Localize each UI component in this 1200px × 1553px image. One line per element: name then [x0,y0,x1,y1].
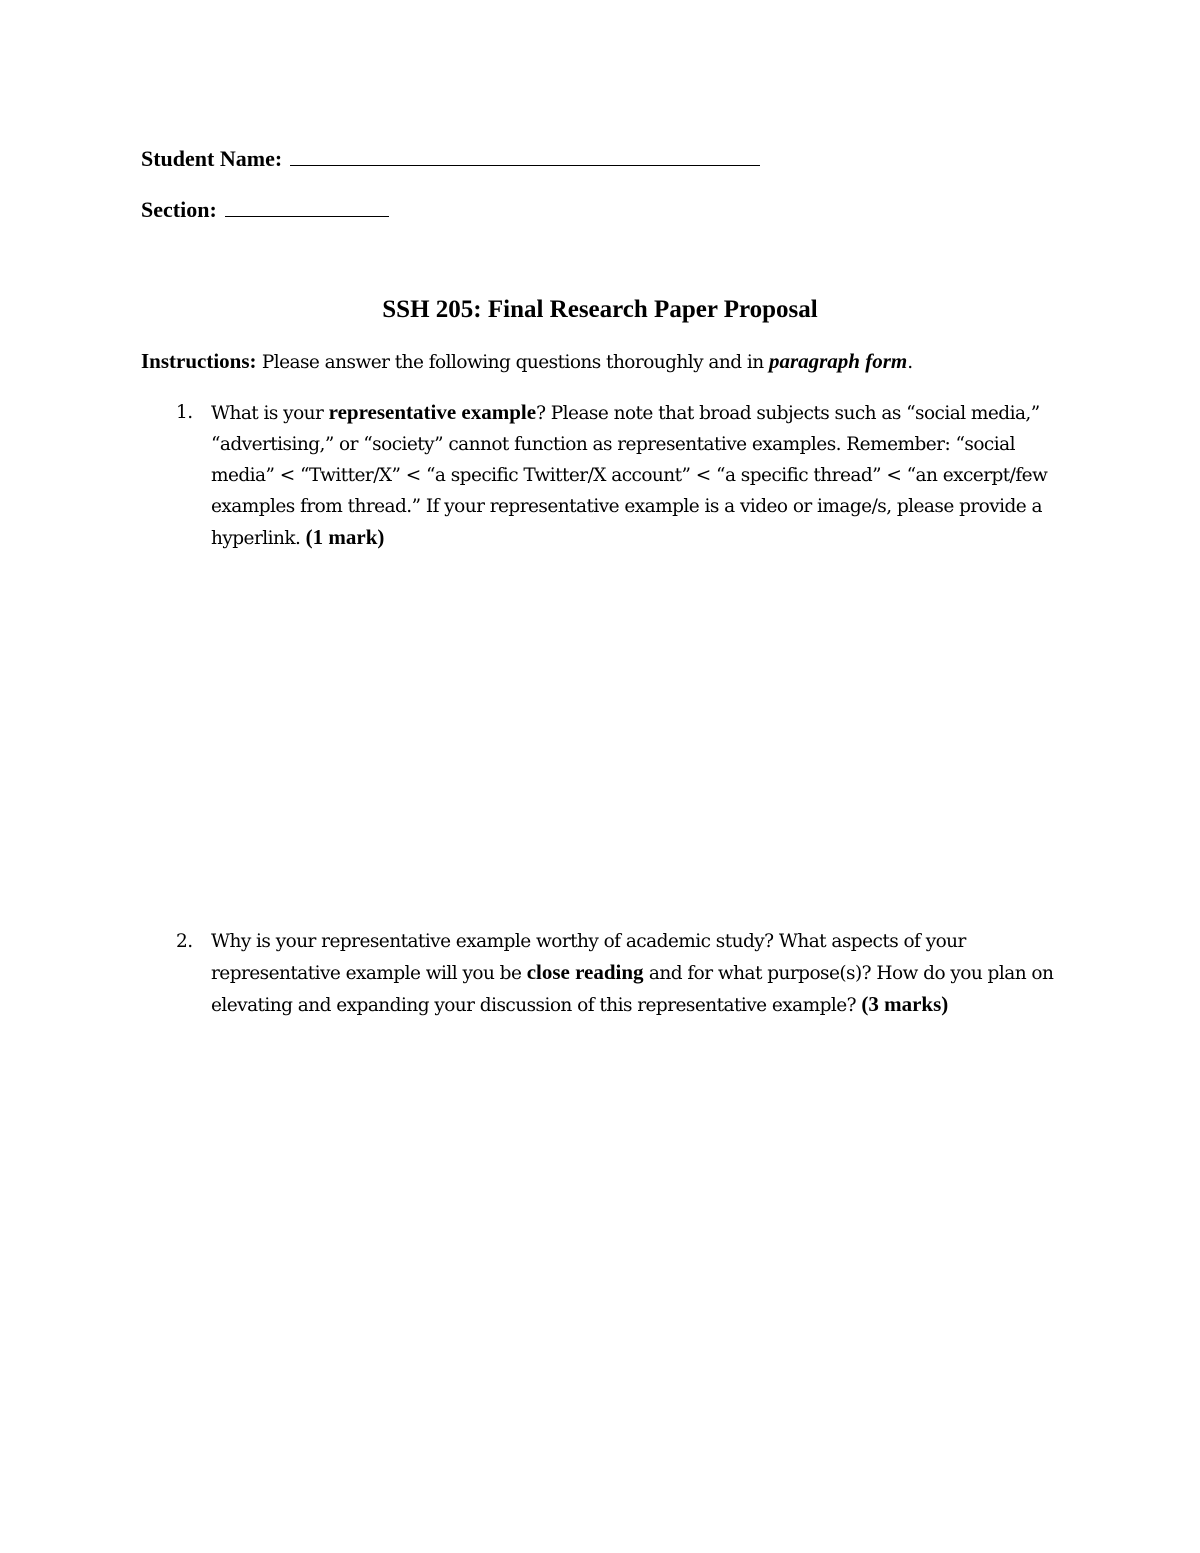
instructions [141,346,1061,378]
section-row [141,196,389,222]
document-title: SSH 205: Final Research Paper Proposal [382,296,818,323]
question-marks: (3 marks) [861,992,949,1016]
question-text [211,397,1056,554]
instructions-end: . [907,352,913,373]
section-label: Section: [141,197,217,222]
section-blank[interactable] [225,196,389,217]
question-1 [141,397,1061,554]
question-text-part: Why is your representative example worthy of academic study? What aspects of your representative example will you be [211,931,966,984]
question-marks: (1 mark) [305,525,385,549]
question-number: 2. [176,931,193,952]
question-text-part: ? Please note that broad subjects such as “social media,” “advertising,” or “society” cannot function as representative examples. Remember: “social media” < “Twitter/X” < “a specific Twitter/X account” < “a specific thread” < “an excerpt/few examples from thread.” If your representative example is a video or image/s, please provide a hyperlink. [211,403,1048,549]
instructions-label: Instructions: [141,349,257,373]
student-name-label: Student Name: [141,146,283,171]
question-text [211,926,1056,1021]
instructions-emphasis: paragraph form [768,349,908,373]
student-name-blank[interactable] [290,145,760,166]
instructions-text: Please answer the following questions thoroughly and in [256,352,769,373]
question-text-part: What is your [211,403,329,424]
question-key-term: close reading [526,960,644,984]
question-text-part: and for what purpose(s)? How do you plan on elevating and expanding your discussion of this representative example? [211,963,1054,1016]
question-2 [141,926,1061,1021]
question-number: 1. [176,402,193,423]
question-key-term: representative example [328,400,537,424]
student-name-row [141,145,760,171]
